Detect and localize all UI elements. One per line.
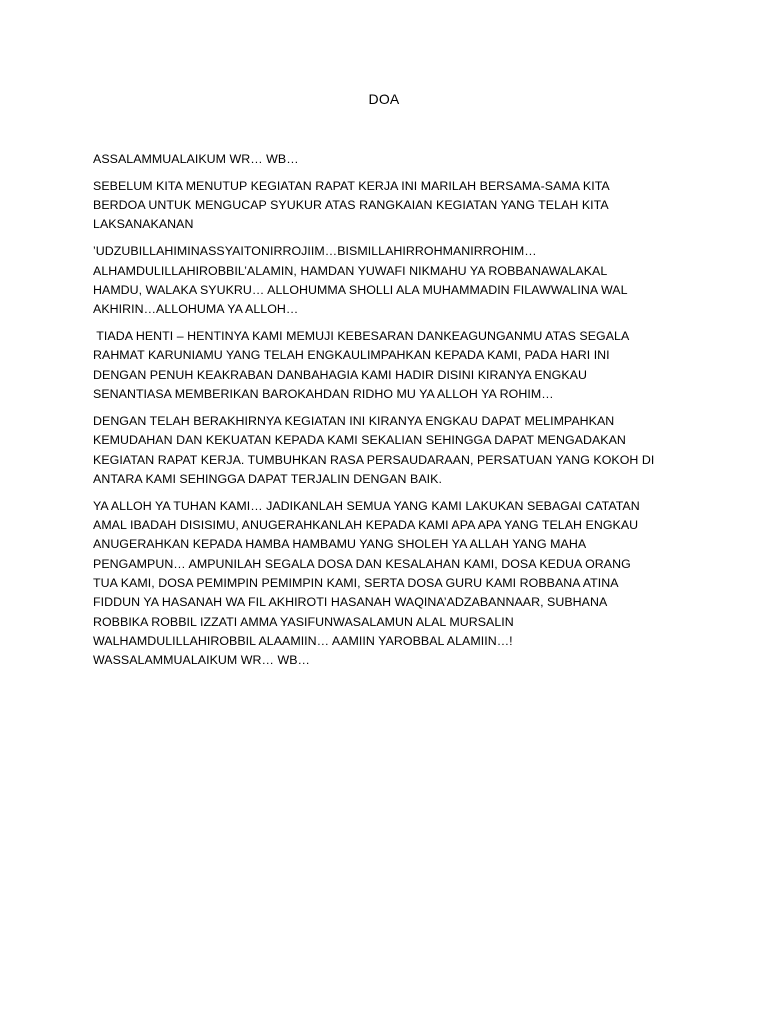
paragraph-praise xyxy=(93,327,673,404)
text-line: SENANTIASA MEMBERIKAN BAROKAHDAN RIDHO MU YA ALLOH YA ROHIM… xyxy=(93,387,554,402)
paragraph-final-prayer xyxy=(93,497,673,671)
text-line: LAKSANAKANAN xyxy=(93,217,194,232)
text-line: ANTARA KAMI SEHINGGA DAPAT TERJALIN DENGAN BAIK. xyxy=(93,471,442,486)
text-line: SEBELUM KITA MENUTUP KEGIATAN RAPAT KERJA INI MARILAH BERSAMA-SAMA KITA xyxy=(93,178,610,193)
document-body xyxy=(93,150,673,670)
text-line: ANUGERAHKAN KEPADA HAMBA HAMBAMU YANG SHOLEH YA ALLAH YANG MAHA xyxy=(93,537,587,552)
paragraph-invocation xyxy=(93,242,673,319)
text-line: AMAL IBADAH DISISIMU, ANUGERAHKANLAH KEPADA KAMI APA APA YANG TELAH ENGKAU xyxy=(93,518,639,533)
text-line: RAHMAT KARUNIAMU YANG TELAH ENGKAULIMPAHKAN KEPADA KAMI, PADA HARI INI xyxy=(93,348,610,363)
text-line: ROBBIKA ROBBIL IZZATI AMMA YASIFUNWASALAMUN ALAL MURSALIN xyxy=(93,614,514,629)
text-line: ’UDZUBILLAHIMINASSYAITONIRROJIIM…BISMILLAHIRROHMANIRROHIM… xyxy=(93,244,537,259)
text-line: YA ALLOH YA TUHAN KAMI… JADIKANLAH SEMUA YANG KAMI LAKUKAN SEBAGAI CATATAN xyxy=(93,498,640,513)
text-line: KEGIATAN RAPAT KERJA. TUMBUHKAN RASA PERSAUDARAAN, PERSATUAN YANG KOKOH DI xyxy=(93,452,655,467)
text-line: PENGAMPUN… AMPUNILAH SEGALA DOSA DAN KESALAHAN KAMI, DOSA KEDUA ORANG xyxy=(93,556,631,571)
text-line: ASSALAMMUALAIKUM WR… WB… xyxy=(93,152,299,166)
text-line: AKHIRIN…ALLOHUMA YA ALLOH… xyxy=(93,302,299,317)
text-line: FIDDUN YA HASANAH WA FIL AKHIROTI HASANAH WAQINA’ADZABANNAAR, SUBHANA xyxy=(93,595,608,610)
text-line: TUA KAMI, DOSA PEMIMPIN PEMIMPIN KAMI, SERTA DOSA GURU KAMI ROBBANA ATINA xyxy=(93,575,619,590)
text-line: WASSALAMMUALAIKUM WR… WB… xyxy=(93,653,310,668)
text-line: HAMDU, WALAKA SYUKRU… ALLOHUMMA SHOLLI ALA MUHAMMADIN FILAWWALINA WAL xyxy=(93,282,628,297)
paragraph-closing-activity xyxy=(93,412,673,489)
paragraph-greeting xyxy=(93,150,673,169)
text-line: DENGAN PENUH KEAKRABAN DANBAHAGIA KAMI HADIR DISINI KIRANYA ENGKAU xyxy=(93,367,587,382)
document-title: DOA xyxy=(368,91,400,107)
paragraph-opening xyxy=(93,177,673,235)
text-line: WALHAMDULILLAHIROBBIL ALAAMIIN… AAMIIN YAROBBAL ALAMIIN…! xyxy=(93,633,513,648)
text-line: DENGAN TELAH BERAKHIRNYA KEGIATAN INI KIRANYA ENGKAU DAPAT MELIMPAHKAN xyxy=(93,413,615,428)
text-line: ALHAMDULILLAHIROBBIL’ALAMIN, HAMDAN YUWAFI NIKMAHU YA ROBBANAWALAKAL xyxy=(93,263,608,278)
text-line: KEMUDAHAN DAN KEKUATAN KEPADA KAMI SEKALIAN SEHINGGA DAPAT MENGADAKAN xyxy=(93,433,626,448)
text-line: BERDOA UNTUK MENGUCAP SYUKUR ATAS RANGKAIAN KEGIATAN YANG TELAH KITA xyxy=(93,198,609,213)
text-line: TIADA HENTI – HENTINYA KAMI MEMUJI KEBESARAN DANKEAGUNGANMU ATAS SEGALA xyxy=(93,329,630,344)
